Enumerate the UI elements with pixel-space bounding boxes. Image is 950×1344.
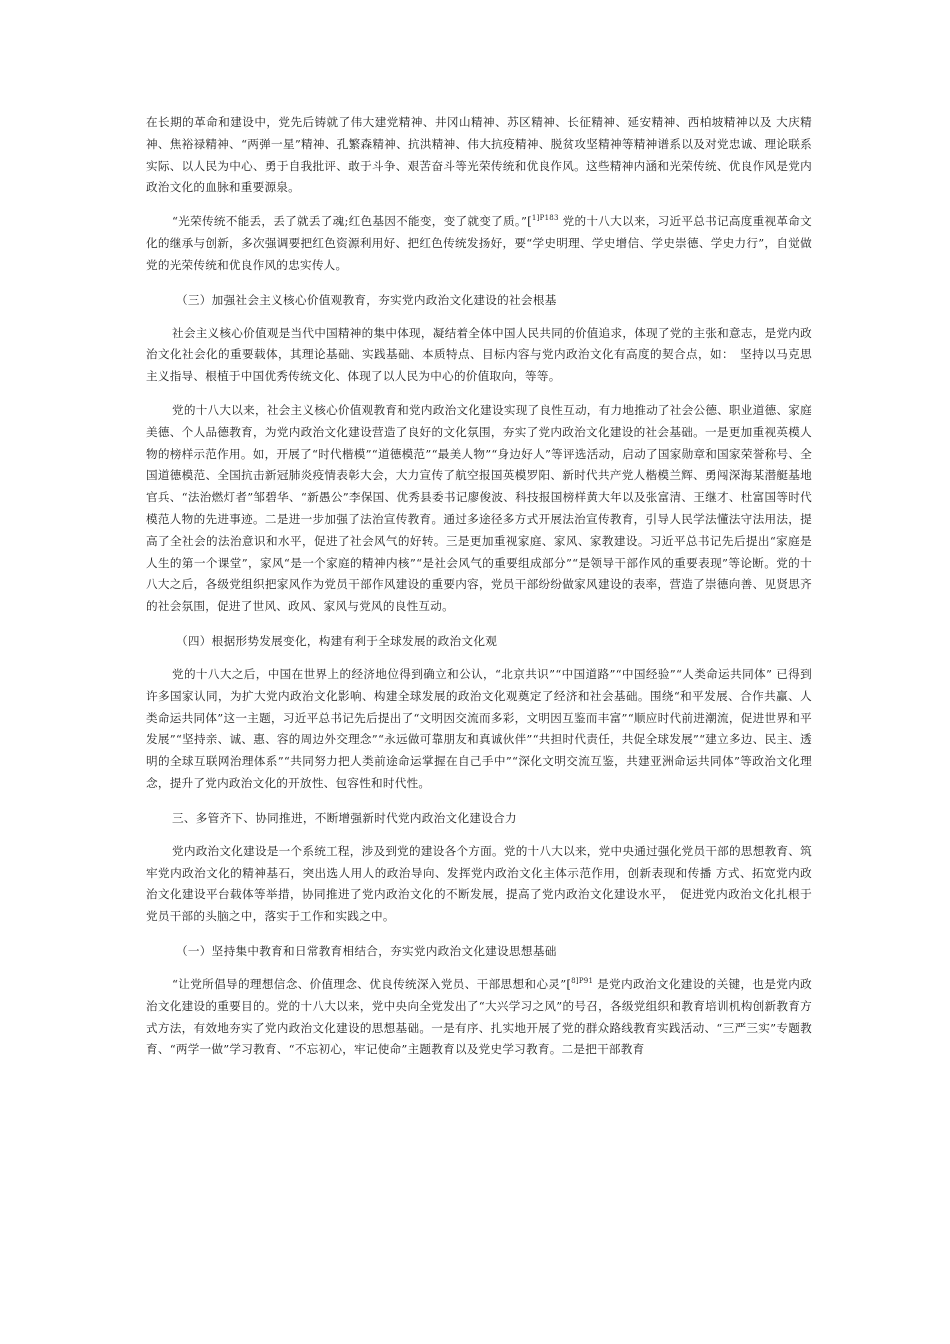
paragraph-system-project: 党内政治文化建设是一个系统工程，涉及到党的建设各个方面。党的十八大以来，党中央通过强化党员干部的思想教育、筑牢党内政治文化的精神基石，突出选人用人的政治导向、发挥党内政治文化主体示范作用，创新表现和传播 方式、拓宽党内政治文化建设平台载体等举措，协同推进了党内政治文化的不断发展，提高了党内政治文化建设水平， 促进党内政治文化扎根于党员干部的头脑之中，落实于工作和实践之中。	[146, 843, 812, 924]
paragraph-core-values-practice: 党的十八大以来，社会主义核心价值观教育和党内政治文化建设实现了良性互动，有力地推动了社会公德、职业道德、家庭美德、个人品德教育，为党内政治文化建设营造了良好的文化氛围，夯实了党内政治文化建设的社会基础。一是更加重视英模人物的榜样示范作用。如，开展了“时代楷模”“道德模范”“最美人物”“身边好人”等评选活动，启动了国家勋章和国家荣誉称号、全国道德模范、全国抗击新冠肺炎疫情表彰大会，大力宣传了航空报国英模罗阳、新时代共产党人楷模兰辉、勇闯深海某潜艇基地官兵、“法治燃灯者”邹碧华、“新愚公”李保国、优秀县委书记廖俊波、科技报国榜样黄大年以及张富清、王继才、杜富国等时代模范人物的先进事迹。二是进一步加强了法治宣传教育。通过多途径多方式开展法治宣传教育，引导人民学法懂法守法用法，提高了全社会的法治意识和水平，促进了社会风气的好转。三是更加重视家庭、家风、家教建设。习近平总书记先后提出“家庭是人生的第一个课堂”，家风“是一个家庭的精神内核”“是社会风气的重要组成部分”“是领导干部作风的重要表现”等论断。党的十八大之后，各级党组织把家风作为党员干部作风建设的重要内容，党员干部纷纷做家风建设的表率，营造了崇德向善、见贤思齐的社会氛围，促进了世风、政风、家风与党风的良性互动。	[146, 402, 812, 614]
paragraph-text: 党的十八大以来，习近平总书记高度重视革命文化的继承与创新，多次强调要把红色资源利用好、把红色传统发扬好，要“学史明理、学史增信、学史崇德、学史力行”，自觉做党的光荣传统和优良作风的忠实传人。	[146, 214, 812, 272]
citation-marker: 1]P183	[531, 214, 559, 223]
paragraph-education	[146, 974, 812, 1061]
paragraph-revolutionary-spirit: 在长期的革命和建设中，党先后铸就了伟大建党精神、井冈山精神、苏区精神、长征精神、延安精神、西柏坡精神以及 大庆精神、焦裕禄精神、“两弹一星”精神、孔繁森精神、抗洪精神、伟大抗疫精神、脱贫攻坚精神等精神谱系以及对党忠诚、理论联系实际、以人民为中心、勇于自我批评、敢于斗争、艰苦奋斗等光荣传统和优良作风。这些精神内涵和光荣传统、优良作风是党内政治文化的血脉和重要源泉。	[146, 115, 812, 195]
quote-text: “光荣传统不能丢，丢了就丢了魂;红色基因不能变，变了就变了质。”[	[172, 214, 532, 229]
subheading-core-values: （三）加强社会主义核心价值观教育，夯实党内政治文化建设的社会根基	[176, 292, 557, 307]
paragraph-red-gene	[146, 211, 812, 276]
quote-text: “让党所倡导的理想信念、价值理念、优良传统深入党员、干部思想和心灵”[	[172, 976, 572, 991]
paragraph-text: 是党内政治文化建设的关键，也是党内政治文化建设的重要目的。党的十八大以来，党中央向全党发出了“大兴学习之风”的号召，各级党组织和教育培训机构创新教育方式方法，有效地夯实了党内政治文化建设的思想基础。一是有序、扎实地开展了党的群众路线教育实践活动、“三严三实”专题教育、“两学一做”学习教育、“不忘初心，牢记使命”主题教育以及党史学习教育。二是把干部教育	[146, 976, 812, 1057]
paragraph-global-culture: 党的十八大之后，中国在世界上的经济地位得到确立和公认，“北京共识”“中国道路”“中国经验”“人类命运共同体” 已得到许多国家认同，为扩大党内政治文化影响、构建全球发展的政治文化观奠定了经济和社会基础。围绕“和平发展、合作共赢、人类命运共同体”这一主题，习近平总书记先后提出了“文明因交流而多彩，文明因互鉴而丰富”“顺应时代前进潮流，促进世界和平发展”“坚持亲、诚、惠、容的周边外交理念”“永远做可靠朋友和真诚伙伴”“共担时代责任，共促全球发展”“建立多边、民主、透明的全球互联网治理体系”“共同努力把人类前途命运掌握在自己手中”“深化文明交流互鉴，共建亚洲命运共同体”等政治文化理念，提升了党内政治文化的开放性、包容性和时代性。	[146, 666, 812, 790]
document-body	[146, 112, 812, 1073]
paragraph-core-values: 社会主义核心价值观是当代中国精神的集中体现，凝结着全体中国人民共同的价值追求，体现了党的主张和意志，是党内政治文化社会化的重要载体，其理论基础、实践基础、本质特点、目标内容与党内政治文化有高度的契合点，如： 坚持以马克思主义指导、根植于中国优秀传统文化、体现了以人民为中心的价值取向，等等。	[146, 325, 812, 384]
citation-marker: 8]P91	[571, 977, 594, 986]
section-heading-three: 三、多管齐下、协同推进，不断增强新时代党内政治文化建设合力	[172, 810, 517, 825]
subheading-global-culture: （四）根据形势发展变化，构建有利于全球发展的政治文化观	[176, 633, 498, 648]
subheading-education: （一）坚持集中教育和日常教育相结合，夯实党内政治文化建设思想基础	[176, 943, 557, 958]
